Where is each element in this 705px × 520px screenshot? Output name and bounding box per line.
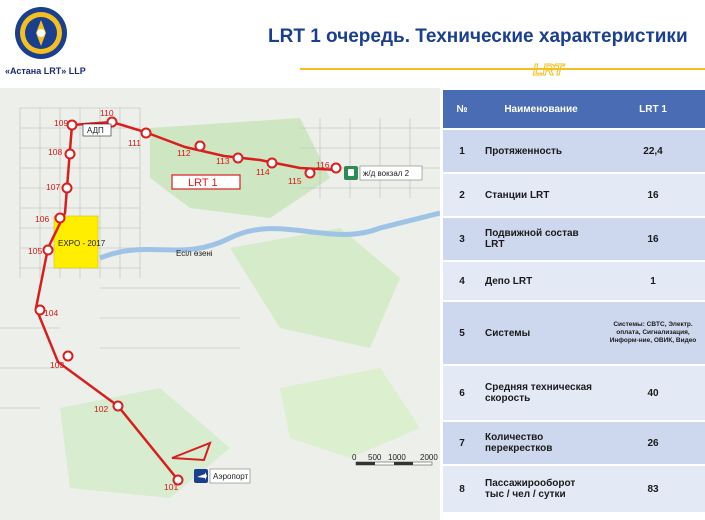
row-name: Пассажирооборот тыс / чел / сутки xyxy=(481,466,601,512)
row-num: 6 xyxy=(443,366,481,420)
airport-label: Аэропорт xyxy=(213,472,249,481)
row-num: 4 xyxy=(443,262,481,300)
river-label: Есіл өзені xyxy=(176,249,213,258)
station-113[interactable] xyxy=(234,154,243,163)
station-102[interactable] xyxy=(114,402,123,411)
table-row xyxy=(443,302,705,364)
row-num: 8 xyxy=(443,466,481,512)
station-109[interactable] xyxy=(68,121,77,130)
row-name: Системы xyxy=(481,302,601,364)
row-name: Средняя техническая скорость xyxy=(481,366,601,420)
table-row xyxy=(443,422,705,464)
row-name: Станции LRT xyxy=(481,174,601,216)
row-name: Количество перекрестков xyxy=(481,422,601,464)
row-name: Протяженность xyxy=(481,130,601,172)
row-num: 5 xyxy=(443,302,481,364)
astana-lrt-logo xyxy=(14,6,68,60)
row-value: 16 xyxy=(601,218,705,260)
station-label-107: 107 xyxy=(46,182,61,192)
station-116[interactable] xyxy=(332,164,341,173)
station-label-109: 109 xyxy=(54,118,69,128)
row-value: 40 xyxy=(601,366,705,420)
row-name: Депо LRT xyxy=(481,262,601,300)
station-label-112: 112 xyxy=(177,148,191,158)
station-label-115: 115 xyxy=(288,176,302,186)
table-row xyxy=(443,466,705,512)
row-num: 2 xyxy=(443,174,481,216)
table-row xyxy=(443,366,705,420)
row-num: 1 xyxy=(443,130,481,172)
row-num: 7 xyxy=(443,422,481,464)
spec-table xyxy=(443,88,705,514)
col-header-num: № xyxy=(443,90,481,128)
station-105[interactable] xyxy=(44,246,53,255)
station-label-105: 105 xyxy=(28,246,43,256)
station-106[interactable] xyxy=(56,214,65,223)
station-112[interactable] xyxy=(196,142,205,151)
row-value: 16 xyxy=(601,174,705,216)
row-value: 83 xyxy=(601,466,705,512)
train-icon-glyph xyxy=(348,169,354,176)
station-label-110: 110 xyxy=(100,108,114,118)
station-111[interactable] xyxy=(142,129,151,138)
svg-text:0: 0 xyxy=(352,453,357,462)
company-name: «Астана LRT» LLP xyxy=(5,66,86,76)
station-label-114: 114 xyxy=(256,167,270,177)
brand-mark xyxy=(525,60,615,78)
row-value: 22,4 xyxy=(601,130,705,172)
table-row xyxy=(443,262,705,300)
station-label-101: 101 xyxy=(164,482,179,492)
table-row xyxy=(443,174,705,216)
route-map xyxy=(0,88,440,520)
station-label-104: 104 xyxy=(44,308,59,318)
header-divider xyxy=(300,68,705,70)
svg-text:1000: 1000 xyxy=(388,453,406,462)
col-header-value: LRT 1 xyxy=(601,90,705,128)
station-label-106: 106 xyxy=(35,214,50,224)
row-value: Системы: CBTC, Электр. оплата, Сигнализация, Информ-ние, ОВИК, Видео xyxy=(601,302,705,364)
row-name: Подвижной состав LRT xyxy=(481,218,601,260)
row-num: 3 xyxy=(443,218,481,260)
adp-label: АДП xyxy=(87,126,104,135)
table-row xyxy=(443,218,705,260)
station-label-113: 113 xyxy=(216,156,230,166)
page-title: LRT 1 очередь. Технические характеристики xyxy=(268,26,688,47)
col-header-name: Наименование xyxy=(481,90,601,128)
station-label-102: 102 xyxy=(94,404,109,414)
station-103[interactable] xyxy=(64,352,73,361)
station-108[interactable] xyxy=(66,150,75,159)
row-value: 26 xyxy=(601,422,705,464)
station-115[interactable] xyxy=(306,169,315,178)
svg-text:2000: 2000 xyxy=(420,453,438,462)
svg-text:500: 500 xyxy=(368,453,382,462)
expo-label: EXPO - 2017 xyxy=(58,239,106,248)
railway-label: ж/д вокзал 2 xyxy=(363,169,410,178)
station-label-116: 116 xyxy=(316,160,330,170)
route-label: LRT 1 xyxy=(188,177,218,189)
station-label-103: 103 xyxy=(50,360,65,370)
station-107[interactable] xyxy=(63,184,72,193)
table-row xyxy=(443,130,705,172)
station-label-111: 111 xyxy=(128,138,141,148)
svg-text:LRT: LRT xyxy=(533,62,564,78)
station-label-108: 108 xyxy=(48,147,63,157)
row-value: 1 xyxy=(601,262,705,300)
